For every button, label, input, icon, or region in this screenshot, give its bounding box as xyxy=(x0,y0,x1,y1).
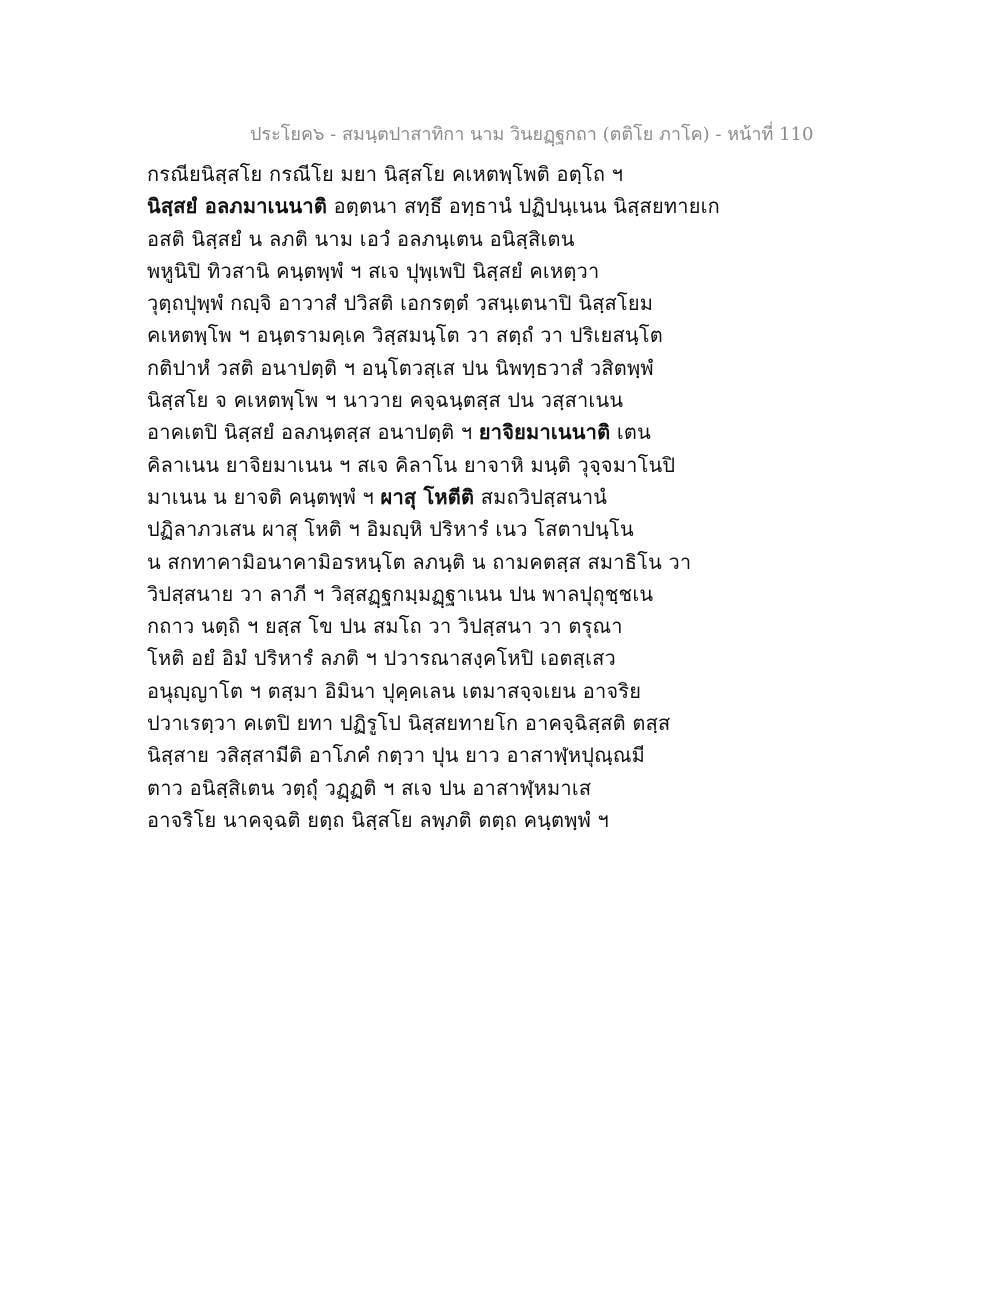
text-segment: ปฏิลาภวเสน ผาสุ โหติ ฯ อิมญฺหิ ปริหารํ เนว โสตาปนฺโน xyxy=(147,517,634,542)
bold-term: นิสฺสยํ อลภมาเนนาติ xyxy=(147,194,328,219)
text-segment: อตฺตนา สทฺธึ อทฺธานํ ปฏิปนฺเนน นิสฺสยทายเก xyxy=(327,194,720,219)
text-segment: อาคเตปิ นิสฺสยํ อลภนฺตสฺส อนาปตฺติ ฯ xyxy=(147,420,479,445)
text-segment: สมถวิปสฺสนานํ xyxy=(474,484,608,509)
text-line xyxy=(147,513,707,545)
text-line xyxy=(147,610,707,642)
text-segment: น สกทาคามิอนาคามิอรหนฺโต ลภนฺติ น ถามคตสฺส สมาธิโน วา xyxy=(147,549,692,574)
body-text xyxy=(147,158,720,836)
text-line xyxy=(147,772,707,804)
text-segment: อนุญฺญาโต ฯ ตสฺมา อิมินา ปุคฺคเลน เตมาสจฺจเยน อาจริย xyxy=(147,678,642,703)
text-segment: อสติ นิสฺสยํ น ลภติ นาม เอวํ อลภนฺเตน อนิสฺสิเตน xyxy=(147,226,575,251)
text-line xyxy=(147,449,707,481)
text-line xyxy=(147,416,707,448)
text-line xyxy=(147,255,707,287)
text-segment: คิลาเนน ยาจิยมาเนน ฯ สเจ คิลาโน ยาจาหิ มนฺติ วุจฺจมาโนปิ xyxy=(147,452,676,477)
text-line xyxy=(147,287,707,319)
text-line xyxy=(147,384,707,416)
running-header: ประโยค๖ - สมนฺตปาสาทิกา นาม วินยฏฺฐกถา (ตติโย ภาโค) - หน้าที่ 110 xyxy=(250,124,814,145)
text-line xyxy=(147,546,707,578)
text-segment: นิสฺสโย จ คเหตพฺโพ ฯ นาวาย คจฺฉนฺตสฺส ปน วสฺสาเนน xyxy=(147,388,624,413)
text-segment: พหูนิปิ ทิวสานิ คนฺตพฺพํ ฯ สเจ ปุพฺเพปิ นิสฺสยํ คเหตฺวา xyxy=(147,258,600,283)
text-segment: คเหตพฺโพ ฯ อนฺตรามคฺเค วิสฺสมนฺโต วา สตฺถํ วา ปริเยสนฺโต xyxy=(147,323,663,348)
text-segment: โหติ อยํ อิมํ ปริหารํ ลภติ ฯ ปวารณาสงฺคโหปิ เอตสฺเสว xyxy=(147,646,616,671)
text-segment: กถาว นตฺถิ ฯ ยสฺส โข ปน สมโถ วา วิปสฺสนา วา ตรุณา xyxy=(147,614,623,639)
text-segment: มาเนน น ยาจติ คนฺตพฺพํ ฯ xyxy=(147,484,381,509)
text-line xyxy=(147,675,707,707)
text-segment: เตน xyxy=(610,420,651,445)
bold-term: ยาจิยมาเนนาติ xyxy=(478,420,611,445)
text-line xyxy=(147,739,707,771)
text-segment: วิปสฺสนาย วา ลาภี ฯ วิสฺสฏฺฐกมฺมฏฺฐาเนน ปน พาลปุถุชฺชเน xyxy=(147,581,654,606)
text-line xyxy=(147,223,707,255)
text-segment: ปวาเรตฺวา คเตปิ ยทา ปฏิรูโป นิสฺสยทายโก อาคจฺฉิสฺสติ ตสฺส xyxy=(147,711,671,736)
text-segment: วุตฺถปุพฺพํ กญฺจิ อาวาสํ ปวิสติ เอกรตฺตํ วสนฺเตนาปิ นิสฺสโยม xyxy=(147,291,654,316)
text-line xyxy=(147,707,707,739)
text-segment: กรณียนิสฺสโย กรณีโย มยา นิสฺสโย คเหตพฺโพติ อตฺโถ ฯ xyxy=(147,162,624,186)
text-segment: อาจริโย นาคจฺฉติ ยตฺถ นิสฺสโย ลพฺภติ ตตฺถ คนฺตพฺพํ ฯ xyxy=(147,807,609,832)
text-segment: นิสฺสาย วสิสฺสามีติ อาโภคํ กตฺวา ปุน ยาว อาสาฬฺหปุณฺณมี xyxy=(147,743,646,768)
bold-term: ผาสุ โหตีติ xyxy=(380,484,475,509)
text-line xyxy=(147,481,707,513)
text-line xyxy=(147,190,720,222)
text-line xyxy=(147,352,707,384)
text-segment: ตาว อนิสฺสิเตน วตฺถุํ วฏฺฏติ ฯ สเจ ปน อาสาฬฺหมาเส xyxy=(147,775,592,800)
text-line xyxy=(147,158,707,190)
text-line xyxy=(147,319,707,351)
text-line xyxy=(147,642,707,674)
text-line xyxy=(147,804,707,836)
text-segment: กติปาหํ วสติ อนาปตฺติ ฯ อนฺโตวสฺเส ปน นิพทฺธวาสํ วสิตพฺพํ xyxy=(147,355,654,380)
text-line xyxy=(147,578,707,610)
